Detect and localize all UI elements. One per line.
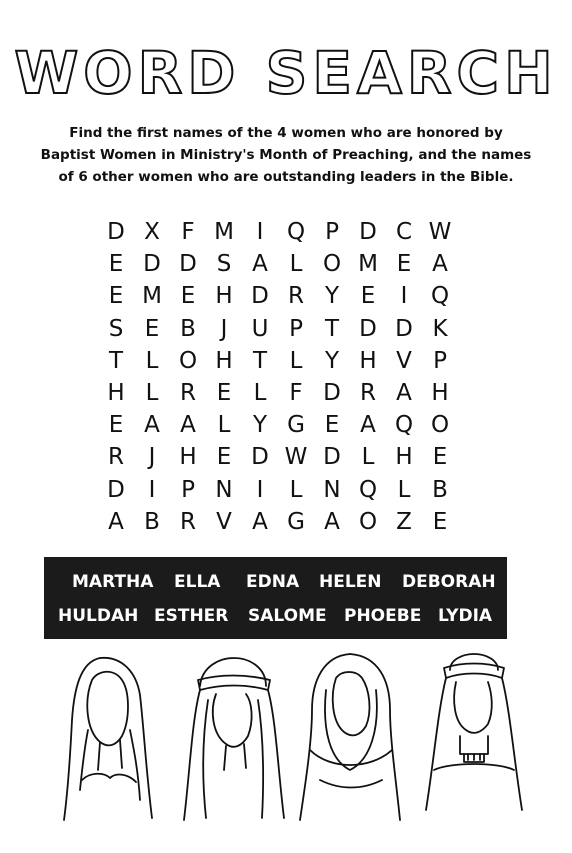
grid-letter: M [358,251,378,278]
grid-letter: H [179,444,197,471]
grid-letter: D [359,219,377,245]
woman-headband-icon [184,658,284,820]
grid-letter: H [107,379,125,406]
word-item: MARTHA [72,572,154,592]
grid-letter: B [432,476,448,503]
grid-letter: E [108,412,124,439]
word-item: HELEN [319,572,382,592]
word-item: ELLA [174,572,221,592]
word-item: DEBORAH [402,572,496,592]
grid-letter: E [216,379,232,406]
grid-letter: M [214,219,234,245]
grid-letter: T [324,315,340,342]
women-illustrations [40,650,540,835]
grid-letter: E [216,444,232,471]
grid-letter: P [433,347,447,374]
grid-letter: B [180,315,196,342]
grid-letter: B [144,508,160,535]
grid-letter: M [142,283,162,310]
grid-letter: E [432,508,448,535]
grid-letter: I [400,283,408,310]
grid-letter: D [107,476,125,503]
grid-letter: W [284,444,308,471]
grid-letter: H [215,347,233,374]
grid-letter: V [396,347,412,374]
grid-letter: E [108,251,124,278]
grid-letter: O [178,347,198,374]
grid-letter: O [430,412,450,439]
grid-letter: J [148,444,156,471]
grid-letter: X [144,219,160,245]
grid-letter: E [144,315,160,342]
grid-letter: C [395,219,413,245]
grid-letter: E [108,283,124,310]
grid-letter: L [253,379,267,406]
grid-letter: A [360,412,376,439]
grid-letter: A [432,251,448,278]
grid-letter: R [360,379,376,406]
page-title: WORD SEARCH [14,39,558,107]
grid-letter: P [289,315,303,342]
grid-letter: F [289,379,303,406]
grid-letter: D [395,315,413,342]
grid-letter: A [252,508,268,535]
grid-letter: A [396,379,412,406]
grid-letter: D [359,315,377,342]
grid-letter: R [108,444,124,471]
woman-headscarf-icon [426,654,522,810]
grid-letter: D [323,444,341,471]
grid-letter: H [395,444,413,471]
grid-letter: K [432,315,448,342]
grid-letter: A [108,508,124,535]
grid-letter: L [289,347,303,374]
grid-letter: A [252,251,268,278]
word-list-box [44,557,507,639]
grid-letter: Y [324,347,340,374]
grid-letter: I [256,219,264,245]
letter-grid [98,216,458,538]
grid-letter: G [287,508,305,535]
word-list-row-2 [44,601,507,631]
grid-letter: P [325,219,339,245]
grid-letter: L [361,444,375,471]
grid-letter: L [397,476,411,503]
grid-letter: O [358,508,378,535]
grid-letter: R [288,283,304,310]
grid-letter: U [251,315,269,342]
word-list-row-1 [44,567,507,597]
grid-letter: Q [394,412,414,439]
instructions-text: Find the first names of the 4 women who are honored by Baptist Women in Ministry's Month of Preaching, and the names of 6 other women who are outstanding leaders in the Bible. [40,125,532,185]
grid-letter: D [323,379,341,406]
grid-letter: D [251,283,269,310]
grid-letter: O [322,251,342,278]
grid-letter: E [432,444,448,471]
grid-letter: R [180,379,196,406]
grid-letter: T [108,347,124,374]
grid-letter: Q [430,283,450,310]
grid-letter: I [256,476,264,503]
grid-letter: H [215,283,233,310]
grid-letter: S [216,251,232,278]
grid-letter: D [179,251,197,278]
grid-letter: E [180,283,196,310]
word-item: EDNA [246,572,300,592]
grid-letter: P [181,476,195,503]
grid-letter: L [145,347,159,374]
grid-letter: T [252,347,268,374]
grid-letter: H [359,347,377,374]
grid-letter: Z [396,508,412,535]
grid-letter: V [216,508,232,535]
grid-letter: N [215,476,233,503]
grid-letter: Y [324,283,340,310]
grid-letter: D [107,219,125,245]
woman-veil-icon [300,654,400,820]
grid-letter: E [360,283,376,310]
word-item: ESTHER [154,606,229,626]
grid-letter: Q [358,476,378,503]
grid-letter: F [181,219,195,245]
woman-long-hair-icon [64,658,152,820]
word-item: LYDIA [438,606,493,626]
grid-letter: I [148,476,156,503]
grid-letter: N [323,476,341,503]
grid-letter: H [431,379,449,406]
grid-letter: E [396,251,412,278]
grid-letter: A [324,508,340,535]
grid-letter: J [220,315,228,342]
grid-letter: L [217,412,231,439]
grid-letter: L [145,379,159,406]
grid-letter: Q [286,219,306,245]
word-item: SALOME [248,606,327,626]
grid-letter: E [324,412,340,439]
grid-letter: G [287,412,305,439]
grid-letter: W [428,219,452,245]
grid-letter: Y [252,412,268,439]
word-item: PHOEBE [344,606,422,626]
grid-letter: A [180,412,196,439]
grid-letter: D [251,444,269,471]
grid-letter: A [144,412,160,439]
grid-letter: L [289,251,303,278]
word-item: HULDAH [58,606,139,626]
grid-letter: R [180,508,196,535]
grid-letter: L [289,476,303,503]
grid-letter: D [143,251,161,278]
grid-letter: S [108,315,124,342]
